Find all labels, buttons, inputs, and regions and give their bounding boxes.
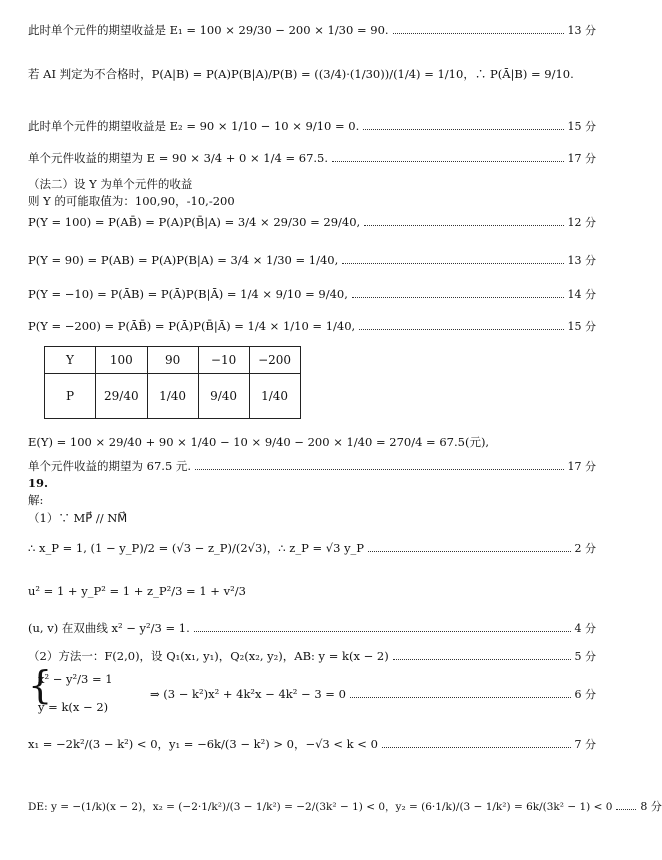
system-brace: { [28, 663, 53, 707]
leader-dots [350, 697, 571, 698]
expr: E(Y) = 100 × 29/40 + 90 × 1/40 − 10 × 9/40 − 200 × 1/40 = 270/4 = 67.5(元), [28, 435, 490, 449]
score: 5 分 [574, 650, 596, 663]
line-ey [28, 434, 596, 450]
expr: （2）方法一：F(2,0)，设 Q₁(x₁, y₁)，Q₂(x₂, y₂)，AB: y = k(x − 2) [28, 649, 389, 663]
line-expectation [28, 458, 596, 474]
leader-dots [368, 551, 570, 552]
leader-dots [195, 469, 563, 470]
table-cell: 9/40 [198, 374, 249, 419]
line-quadratic [150, 686, 596, 702]
score: 17 分 [567, 152, 596, 165]
table-header-y: Y [45, 347, 96, 374]
leader-dots [352, 297, 564, 298]
leader-dots [332, 161, 563, 162]
table-cell: −200 [249, 347, 300, 374]
expr: P(Y = 100) = P(AB̄) = P(A)P(B̄|A) = 3/4 × 29/30 = 29/40, [28, 215, 361, 229]
method-two-heading: （法二）设 Y 为单个元件的收益 [28, 177, 193, 191]
leader-dots [393, 659, 571, 660]
expr: ⇒ (3 − k²)x² + 4k²x − 4k² − 3 = 0 [150, 687, 346, 701]
line-e2 [28, 118, 596, 134]
line-ai-unqualified [28, 66, 596, 82]
expr: P(Y = −200) = P(ĀB̄) = P(Ā)P(B̄|Ā) = 1/4 × 1/10 = 1/40, [28, 319, 356, 333]
score: 15 分 [567, 120, 596, 133]
expr: 若 AI 判定为不合格时，P(A|B) = P(A)P(B|A)/P(B) = ((3/4)·(1/30))/(1/4) = 1/10，∴ P(Ā|B) = 9/10. [28, 67, 574, 81]
leader-dots [363, 129, 563, 130]
score: 6 分 [574, 688, 596, 701]
expr: P(Y = −10) = P(ĀB) = P(Ā)P(B|Ā) = 1/4 × 9/10 = 9/40, [28, 287, 348, 301]
leader-dots [194, 631, 571, 632]
table-cell: 29/40 [96, 374, 148, 419]
table-cell: 1/40 [249, 374, 300, 419]
leader-dots [393, 33, 564, 34]
score: 7 分 [574, 738, 596, 751]
expr: x₁ = −2k²/(3 − k²) < 0，y₁ = −6k/(3 − k²) > 0，−√3 < k < 0 [28, 737, 378, 751]
leader-dots [342, 263, 563, 264]
line-de [28, 798, 662, 814]
score: 13 分 [567, 24, 596, 37]
line-method-one [28, 648, 596, 664]
possible-values: 则 Y 的可能取值为：100,90，-10,-200 [28, 194, 235, 208]
score: 15 分 [567, 320, 596, 333]
line-e-total [28, 150, 596, 166]
system-eq-1: x² − y²/3 = 1 [38, 672, 113, 686]
expr: 此时单个元件的期望收益是 E₂ = 90 × 1/10 − 10 × 9/10 = 0. [28, 119, 360, 133]
expr: 此时单个元件的期望收益是 E₁ = 100 × 29/30 − 200 × 1/30 = 90. [28, 23, 389, 37]
expr: ∴ x_P = 1, (1 − y_P)/2 = (√3 − z_P)/(2√3)，∴ z_P = √3 y_P [28, 541, 365, 555]
score: 17 分 [567, 460, 596, 473]
expr: (u, v) 在双曲线 x² − y²/3 = 1. [28, 621, 190, 635]
line-p90 [28, 252, 596, 268]
score: 13 分 [567, 254, 596, 267]
score: 8 分 [640, 800, 662, 813]
expr: 单个元件收益的期望为 E = 90 × 3/4 + 0 × 1/4 = 67.5. [28, 151, 329, 165]
table-row [45, 374, 301, 419]
expr: 单个元件收益的期望为 67.5 元. [28, 459, 192, 473]
table-cell: 100 [96, 347, 148, 374]
expr: u² = 1 + y_P² = 1 + z_P²/3 = 1 + v²/3 [28, 584, 246, 598]
line-e1 [28, 22, 596, 38]
solution-label: 解: [28, 493, 44, 507]
distribution-table [44, 346, 301, 419]
line-p-200 [28, 318, 596, 334]
leader-dots [359, 329, 563, 330]
part-one: （1）∵ MP⃗ // NM⃗ [28, 511, 128, 525]
expr: P(Y = 90) = P(AB) = P(A)P(B|A) = 3/4 × 1/30 = 1/40, [28, 253, 339, 267]
table-cell: −10 [198, 347, 249, 374]
leader-dots [382, 747, 571, 748]
expr: DE: y = −(1/k)(x − 2)，x₂ = (−2·1/k²)/(3 − 1/k²) = −2/(3k² − 1) < 0，y₂ = (6·1/k)/(3 − 1/k²) = 6k/(3k² − 1) < 0 [28, 800, 613, 813]
table-row [45, 347, 301, 374]
leader-dots [616, 809, 636, 810]
score: 12 分 [567, 216, 596, 229]
table-header-p: P [45, 374, 96, 419]
line-xp [28, 540, 596, 556]
score: 2 分 [574, 542, 596, 555]
line-p-10 [28, 286, 596, 302]
line-x1 [28, 736, 596, 752]
leader-dots [364, 225, 563, 226]
line-u-squared [28, 584, 596, 598]
system-eq-2: y = k(x − 2) [38, 700, 109, 714]
problem-number: 19. [28, 476, 49, 490]
table-cell: 90 [147, 347, 198, 374]
score: 14 分 [567, 288, 596, 301]
line-hyperbola [28, 620, 596, 636]
table-cell: 1/40 [147, 374, 198, 419]
score: 4 分 [574, 622, 596, 635]
line-p100 [28, 214, 596, 230]
